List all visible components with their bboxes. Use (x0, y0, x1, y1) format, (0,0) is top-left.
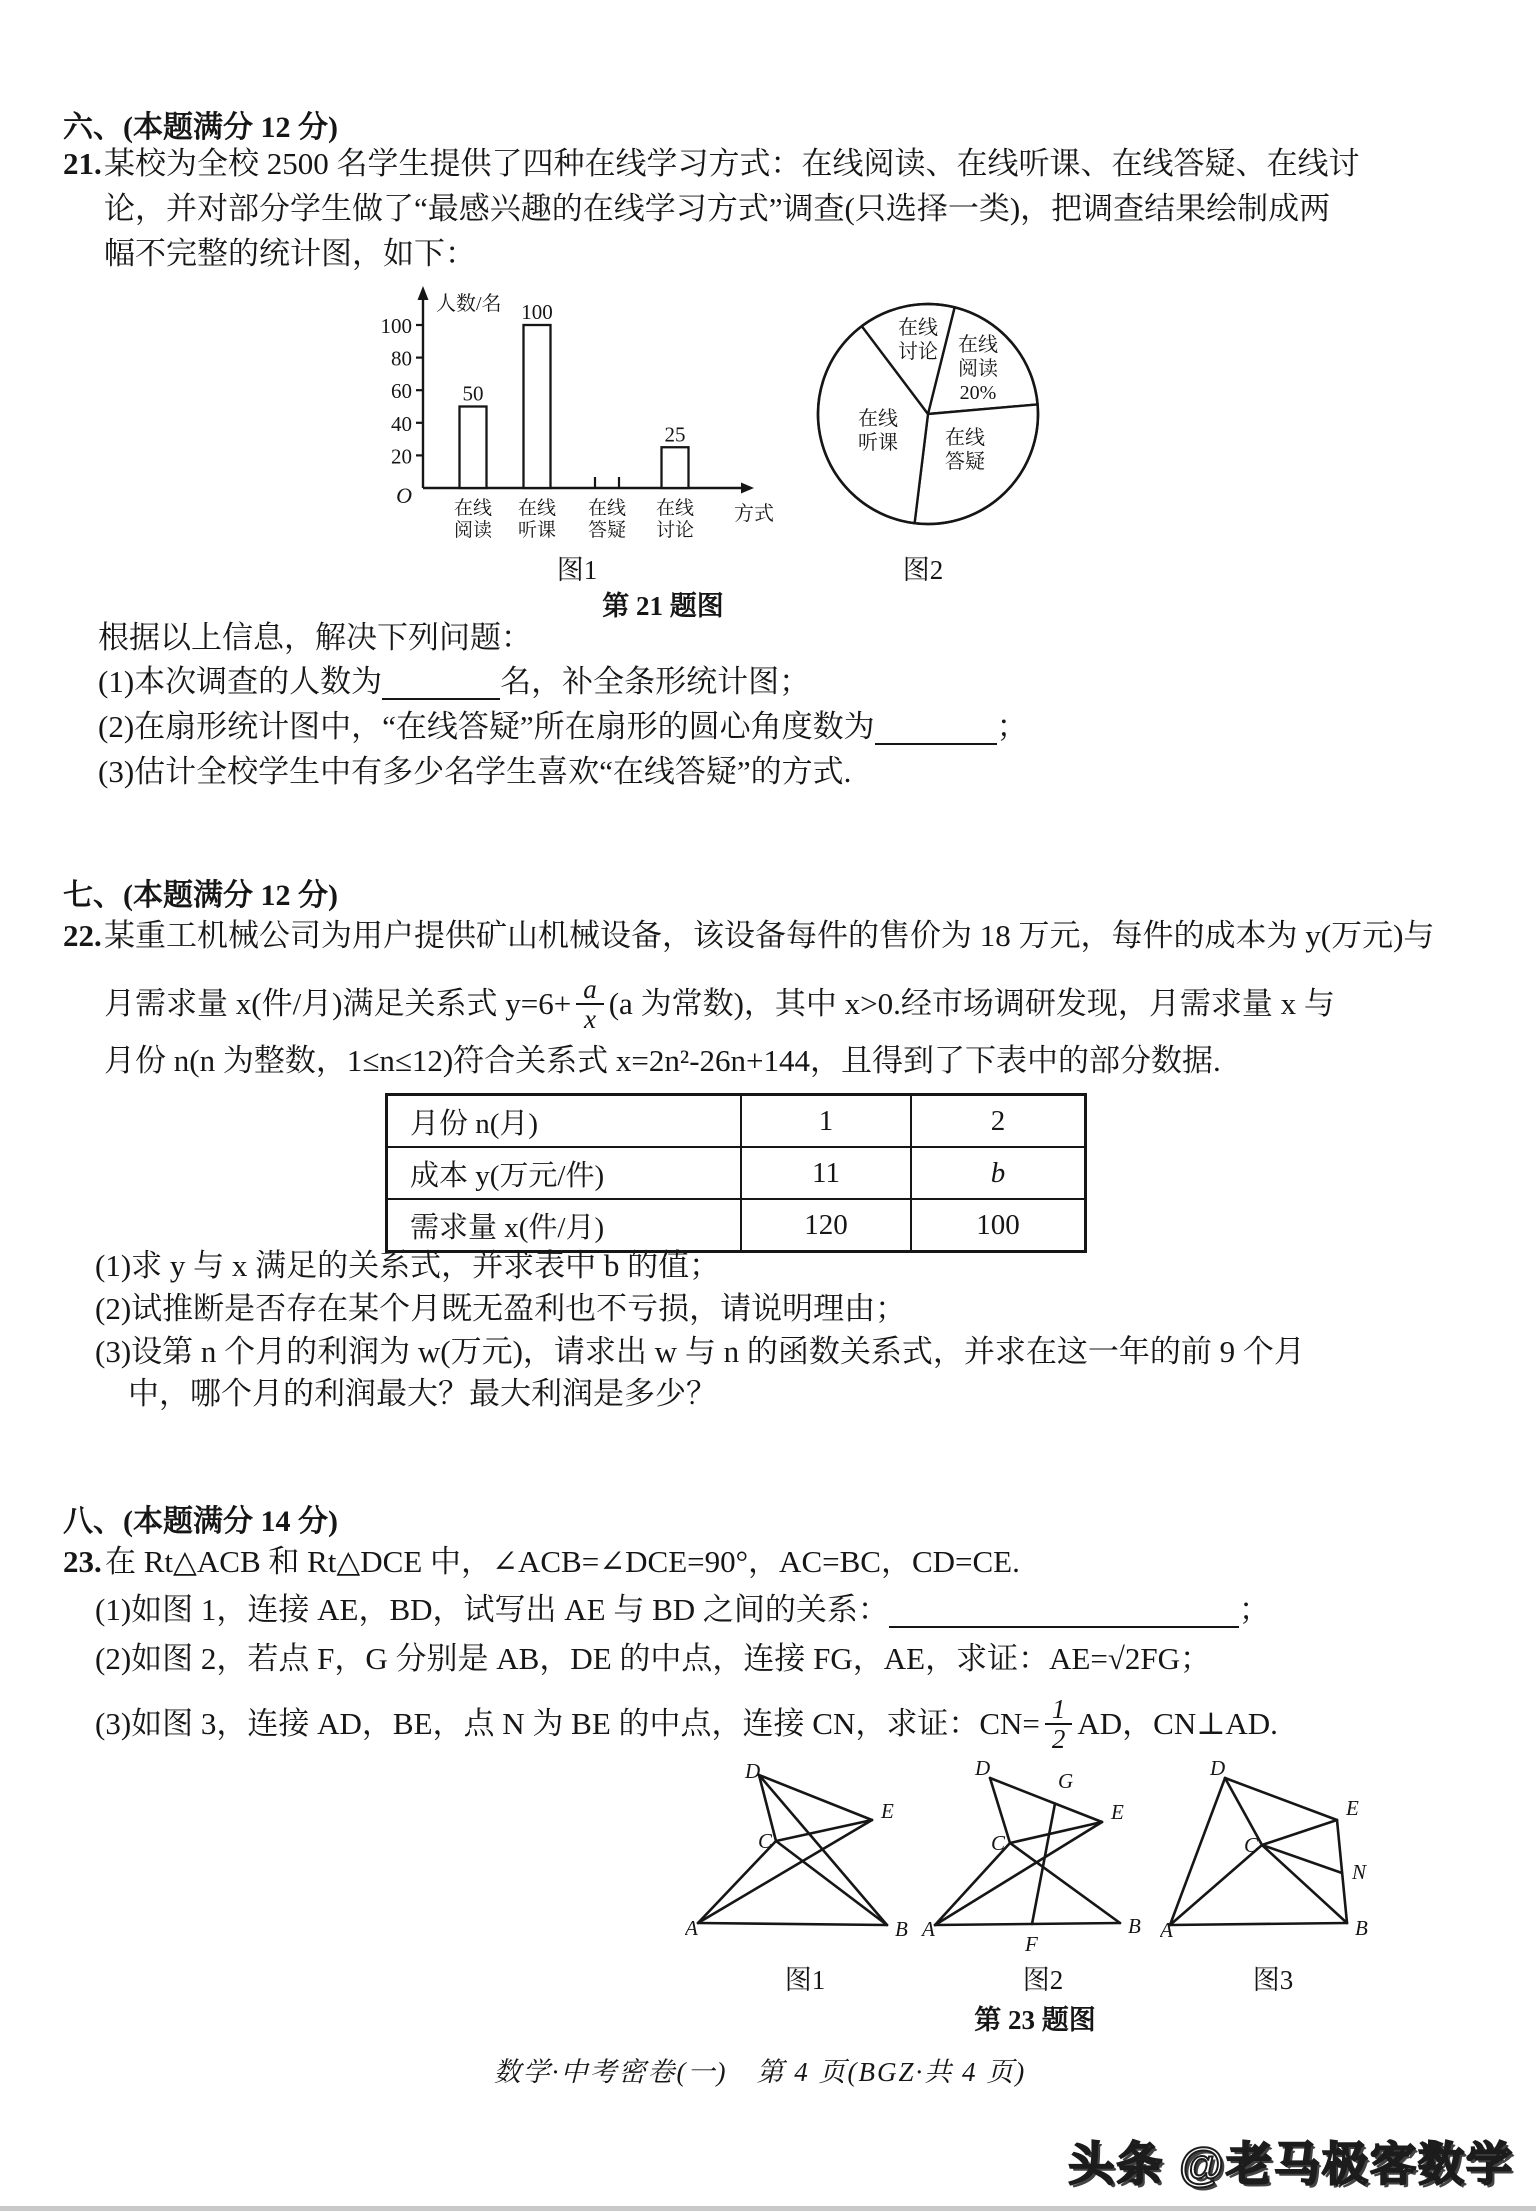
bar (460, 407, 487, 489)
table-cell: b (911, 1147, 1086, 1199)
bar-chart-x-label: 方式 (734, 503, 774, 525)
q22-part2: (2)试推断是否存在某个月既无盈利也不亏损，请说明理由； (95, 1291, 907, 1326)
point-label-E: E (1346, 1796, 1359, 1820)
table-row (387, 1147, 1086, 1199)
x-axis-arrow (741, 483, 754, 494)
q21-part2-answer-blank (875, 711, 997, 745)
y-tick-label: 40 (391, 411, 412, 436)
table-cell: 2 (911, 1095, 1086, 1148)
point-label-B: B (1355, 1916, 1368, 1940)
geometry-figure-1 (685, 1755, 915, 1960)
point-label-B: B (895, 1917, 908, 1941)
table-cell: 100 (911, 1199, 1086, 1252)
page-footer: 数学·中考密卷(一) 第 4 页(BGZ·共 4 页) (493, 2057, 1027, 2087)
figure1-lines (698, 1775, 887, 1925)
section-7-heading: 七、(本题满分 12 分) (63, 879, 338, 912)
category-label: 听课 (517, 520, 557, 541)
table-cell: 需求量 x(件/月) (387, 1199, 742, 1252)
bar-value-label: 100 (521, 300, 553, 324)
point-label-A: A (685, 1916, 698, 1940)
category-label: 在线 (587, 498, 627, 519)
q23-part1-pre: (1)如图 1，连接 AE，BD，试写出 AE 与 BD 之间的关系： (95, 1592, 889, 1627)
table-cell: 成本 y(万元/件) (387, 1147, 742, 1199)
point-label-A: A (1160, 1918, 1173, 1942)
q22-text-line3: 月份 n(n 为整数，1≤n≤12)符合关系式 x=2n²-26n+144，且得到了下表中的部分数据. (104, 1043, 1221, 1078)
pie-slice-label: 在线 (858, 408, 898, 430)
scan-edge (0, 2206, 1536, 2211)
pie-chart (808, 294, 1048, 534)
pie-slice-label: 讨论 (898, 341, 938, 363)
q23-part1-answer-blank (889, 1594, 1239, 1628)
figure3-lines (1170, 1778, 1347, 1925)
point-label-D: D (1210, 1756, 1226, 1780)
q22-text-line1: 某重工机械公司为用户提供矿山机械设备，该设备每件的售价为 18 万元，每件的成本为 y(万元)与 (104, 918, 1435, 953)
bar (662, 447, 689, 488)
table-cell: 月份 n(月) (387, 1095, 742, 1148)
point-label-A: A (922, 1917, 935, 1941)
y-tick-label: 80 (391, 346, 412, 371)
table-cell: 120 (741, 1199, 911, 1252)
section-8-heading: 八、(本题满分 14 分) (63, 1505, 338, 1538)
pie-slice-label: 在线 (945, 427, 985, 449)
q23-part3-pre: (3)如图 3，连接 AD，BE，点 N 为 BE 的中点，连接 CN，求证：CN= (95, 1706, 1040, 1741)
bar-chart-items (381, 300, 695, 541)
point-label-C: C (991, 1831, 1006, 1855)
bar-value-label: 25 (664, 422, 686, 447)
watermark: 头条 @老马极客数学 (1068, 2138, 1514, 2190)
q23-figure-group-caption: 第 23 题图 (974, 2005, 1096, 2035)
pie-slice-label: 在线 (958, 334, 998, 356)
fig2-caption-q23: 图2 (1022, 1965, 1064, 1995)
pie-chart-items (818, 304, 1038, 524)
q21-figure-group-caption: 第 21 题图 (602, 591, 724, 621)
table-row (387, 1095, 1086, 1148)
table-row (387, 1199, 1086, 1252)
q23-part3-post: AD，CN⊥AD. (1077, 1706, 1278, 1741)
category-label: 在线 (517, 498, 557, 519)
point-label-E: E (881, 1799, 894, 1823)
y-tick-label: 60 (391, 379, 412, 404)
pie-slice-label: 20% (959, 382, 997, 404)
q22-formula-post: (a 为常数)，其中 x>0.经市场调研发现，月需求量 x 与 (608, 986, 1335, 1021)
q21-part2-post: ； (996, 709, 1028, 744)
bar-chart (378, 282, 778, 546)
point-label-G: G (1058, 1769, 1074, 1793)
q23-main: 在 Rt△ACB 和 Rt△DCE 中，∠ACB=∠DCE=90°，AC=BC，CD=CE. (105, 1544, 1020, 1579)
category-label: 答疑 (587, 520, 627, 541)
q23-part1-post: ； (1238, 1592, 1270, 1627)
bar (524, 325, 551, 488)
q21-part1-answer-blank (382, 666, 500, 700)
point-label-C: C (1244, 1833, 1259, 1857)
point-label-D: D (745, 1759, 761, 1783)
q22-part3-line1: (3)设第 n 个月的利润为 w(万元)，请求出 w 与 n 的函数关系式，并求在这一年的前 9 个月 (95, 1334, 1305, 1369)
fig1-caption-q21: 图1 (556, 555, 598, 585)
q22-formula-pre: 月需求量 x(件/月)满足关系式 y=6+ (104, 986, 572, 1021)
bar-chart-y-label: 人数/名 (436, 293, 502, 315)
category-label: 在线 (655, 498, 695, 519)
pie-slice-label: 听课 (858, 432, 898, 454)
q22-formula-line (104, 972, 1335, 1036)
geometry-figure-2 (920, 1755, 1150, 1960)
point-label-B: B (1128, 1914, 1141, 1938)
q22-part3-line2: 中，哪个月的利润最大？最大利润是多少？ (128, 1376, 717, 1411)
category-label: 阅读 (453, 520, 493, 541)
q21-part2-pre: (2)在扇形统计图中，“在线答疑”所在扇形的圆心角度数为 (98, 709, 875, 744)
q21-part1-pre: (1)本次调查的人数为 (98, 664, 383, 699)
q22-part1: (1)求 y 与 x 满足的关系式，并求表中 b 的值； (95, 1248, 721, 1283)
q21-part1-post: 名，补全条形统计图； (500, 664, 811, 699)
section-6-heading: 六、(本题满分 12 分) (63, 111, 338, 144)
q21-text-line3: 幅不完整的统计图，如下： (104, 236, 476, 271)
q21-part1 (98, 664, 810, 700)
pie-slice-label: 答疑 (945, 451, 985, 473)
q21-text-line1: 某校为全校 2500 名学生提供了四种在线学习方式：在线阅读、在线听课、在线答疑、在线讨 (104, 146, 1360, 181)
q23-part2: (2)如图 2，若点 F，G 分别是 AB，DE 的中点，连接 FG，AE，求证：AE=√2FG； (95, 1641, 1212, 1676)
point-label-C: C (758, 1829, 773, 1853)
q22-data-table (385, 1093, 1087, 1253)
point-label-F: F (1025, 1932, 1038, 1956)
table-cell: 1 (741, 1095, 911, 1148)
fig2-caption-q21: 图2 (902, 555, 944, 585)
fraction-one-half: $\frac{1}{2}$ (1045, 1695, 1073, 1754)
q23-part3 (95, 1692, 1278, 1756)
q21-part2 (98, 709, 1028, 745)
point-label-N: N (1352, 1860, 1367, 1884)
q23-part1 (95, 1592, 1270, 1628)
pie-slice-label: 在线 (898, 317, 938, 339)
q21-followup: 根据以上信息，解决下列问题： (98, 620, 532, 655)
category-label: 讨论 (655, 520, 695, 541)
q21-text-line2: 论，并对部分学生做了“最感兴趣的在线学习方式”调查(只选择一类)，把调查结果绘制成两 (104, 191, 1331, 226)
pie-slice-label: 阅读 (958, 358, 998, 380)
fig1-caption-q23: 图1 (784, 1965, 826, 1995)
category-label: 在线 (453, 498, 493, 519)
figure2-lines (935, 1778, 1120, 1925)
figure1-labels (685, 1759, 908, 1941)
q21-number: 21. (63, 146, 102, 181)
q23-number: 23. (63, 1544, 102, 1579)
geometry-figure-3 (1160, 1755, 1400, 1960)
point-label-E: E (1111, 1800, 1124, 1824)
fraction-a-over-x: $\frac{a}{x}$ (576, 975, 604, 1034)
y-axis-arrow (418, 286, 429, 300)
table-cell: 11 (741, 1147, 911, 1199)
q22-number: 22. (63, 918, 102, 953)
q21-part3: (3)估计全校学生中有多少名学生喜欢“在线答疑”的方式. (98, 754, 852, 789)
bar-value-label: 50 (462, 381, 484, 406)
fig3-caption-q23: 图3 (1252, 1965, 1294, 1995)
bar-chart-origin-label: O (396, 483, 412, 508)
y-tick-label: 100 (380, 314, 412, 338)
y-tick-label: 20 (391, 444, 412, 469)
point-label-D: D (975, 1756, 991, 1780)
